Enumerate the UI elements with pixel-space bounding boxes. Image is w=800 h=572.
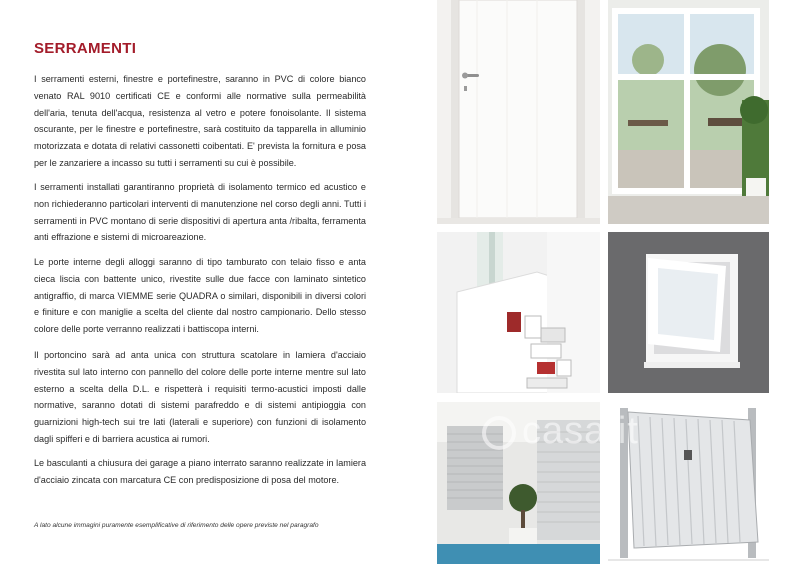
paragraph-porte-interne: Le porte interne degli alloggi saranno di tipo tamburato con telaio fisso e anta cieca liscia con battente unico, rivestite sulle due facce con laminato sintetico antigraffio, di marca VIEMME serie QUADRA o similari, disponibili in diversi colori e finiture e con maniglie a scelta del cliente dal nostro campionario. Dello stesso colore delle porte verranno realizzati i battiscopa interni. [34,257,366,335]
paragraph-serramenti-esterni: I serramenti esterni, finestre e portefinestre, saranno in PVC di colore bianco venato RAL 9010 certificati CE e conformi alle normative sulla permeabilità dell'aria, tenuta dell'acqua, resistenza al vetro e potere fonoisolante. Il sistema oscurante, per le finestre e portefinestre, sarà costituito da tapparella in alluminio motorizzata e dotata di relativi cassonetti coibentati. E' prevista la fornitura e posa per le zanzariere a incasso su tutti i serramenti su cui è possibile. [34,74,366,168]
paragraph-basculanti: Le basculanti a chiusura dei garage a piano interrato saranno realizzate in lamiera d'acciaio zincata con marcatura CE con predisposizione di posa del motore. [34,458,366,485]
paragraph-isolamento: I serramenti installati garantiranno proprietà di isolamento termico ed acustico e non richiederanno particolari interventi di manutenzione nel corso degli anni. Tutti i serramenti in PVC montano di serie dispositivi di apertura anta /ribalta, ferramenta anti effrazione e sistemi di microareazione. [34,182,366,243]
paragraph-portoncino: Il portoncino sarà ad anta unica con struttura scatolare in lamiera d'acciaio rivestita sul lato interno con pannello del colore delle porte interne mentre sul lato esterno a scelta della D.L. e rispetterà i requisiti termo-acustici imposti dalle normative, saranno dotati di sistemi parafreddo e di sistemi antipioggia con guarnizioni high-tech sui tre lati (laterali e superiore) con funzioni di isolamento dagli spifferi e di barriera acustica ai rumori. [34,350,366,444]
section-title: SERRAMENTI [34,40,137,57]
image-footnote: A lato alcune immagini puramente esemplificative di riferimento delle opere previste nel paragrafo [34,522,319,529]
interior-door-photo [437,0,600,224]
tilt-window-photo [608,232,769,393]
roller-shutter-photo [437,402,600,564]
garage-door-photo [608,402,769,564]
pvc-profile-photo [437,232,600,393]
watermark-text: casa.it [522,410,639,452]
patio-window-photo [608,0,769,224]
